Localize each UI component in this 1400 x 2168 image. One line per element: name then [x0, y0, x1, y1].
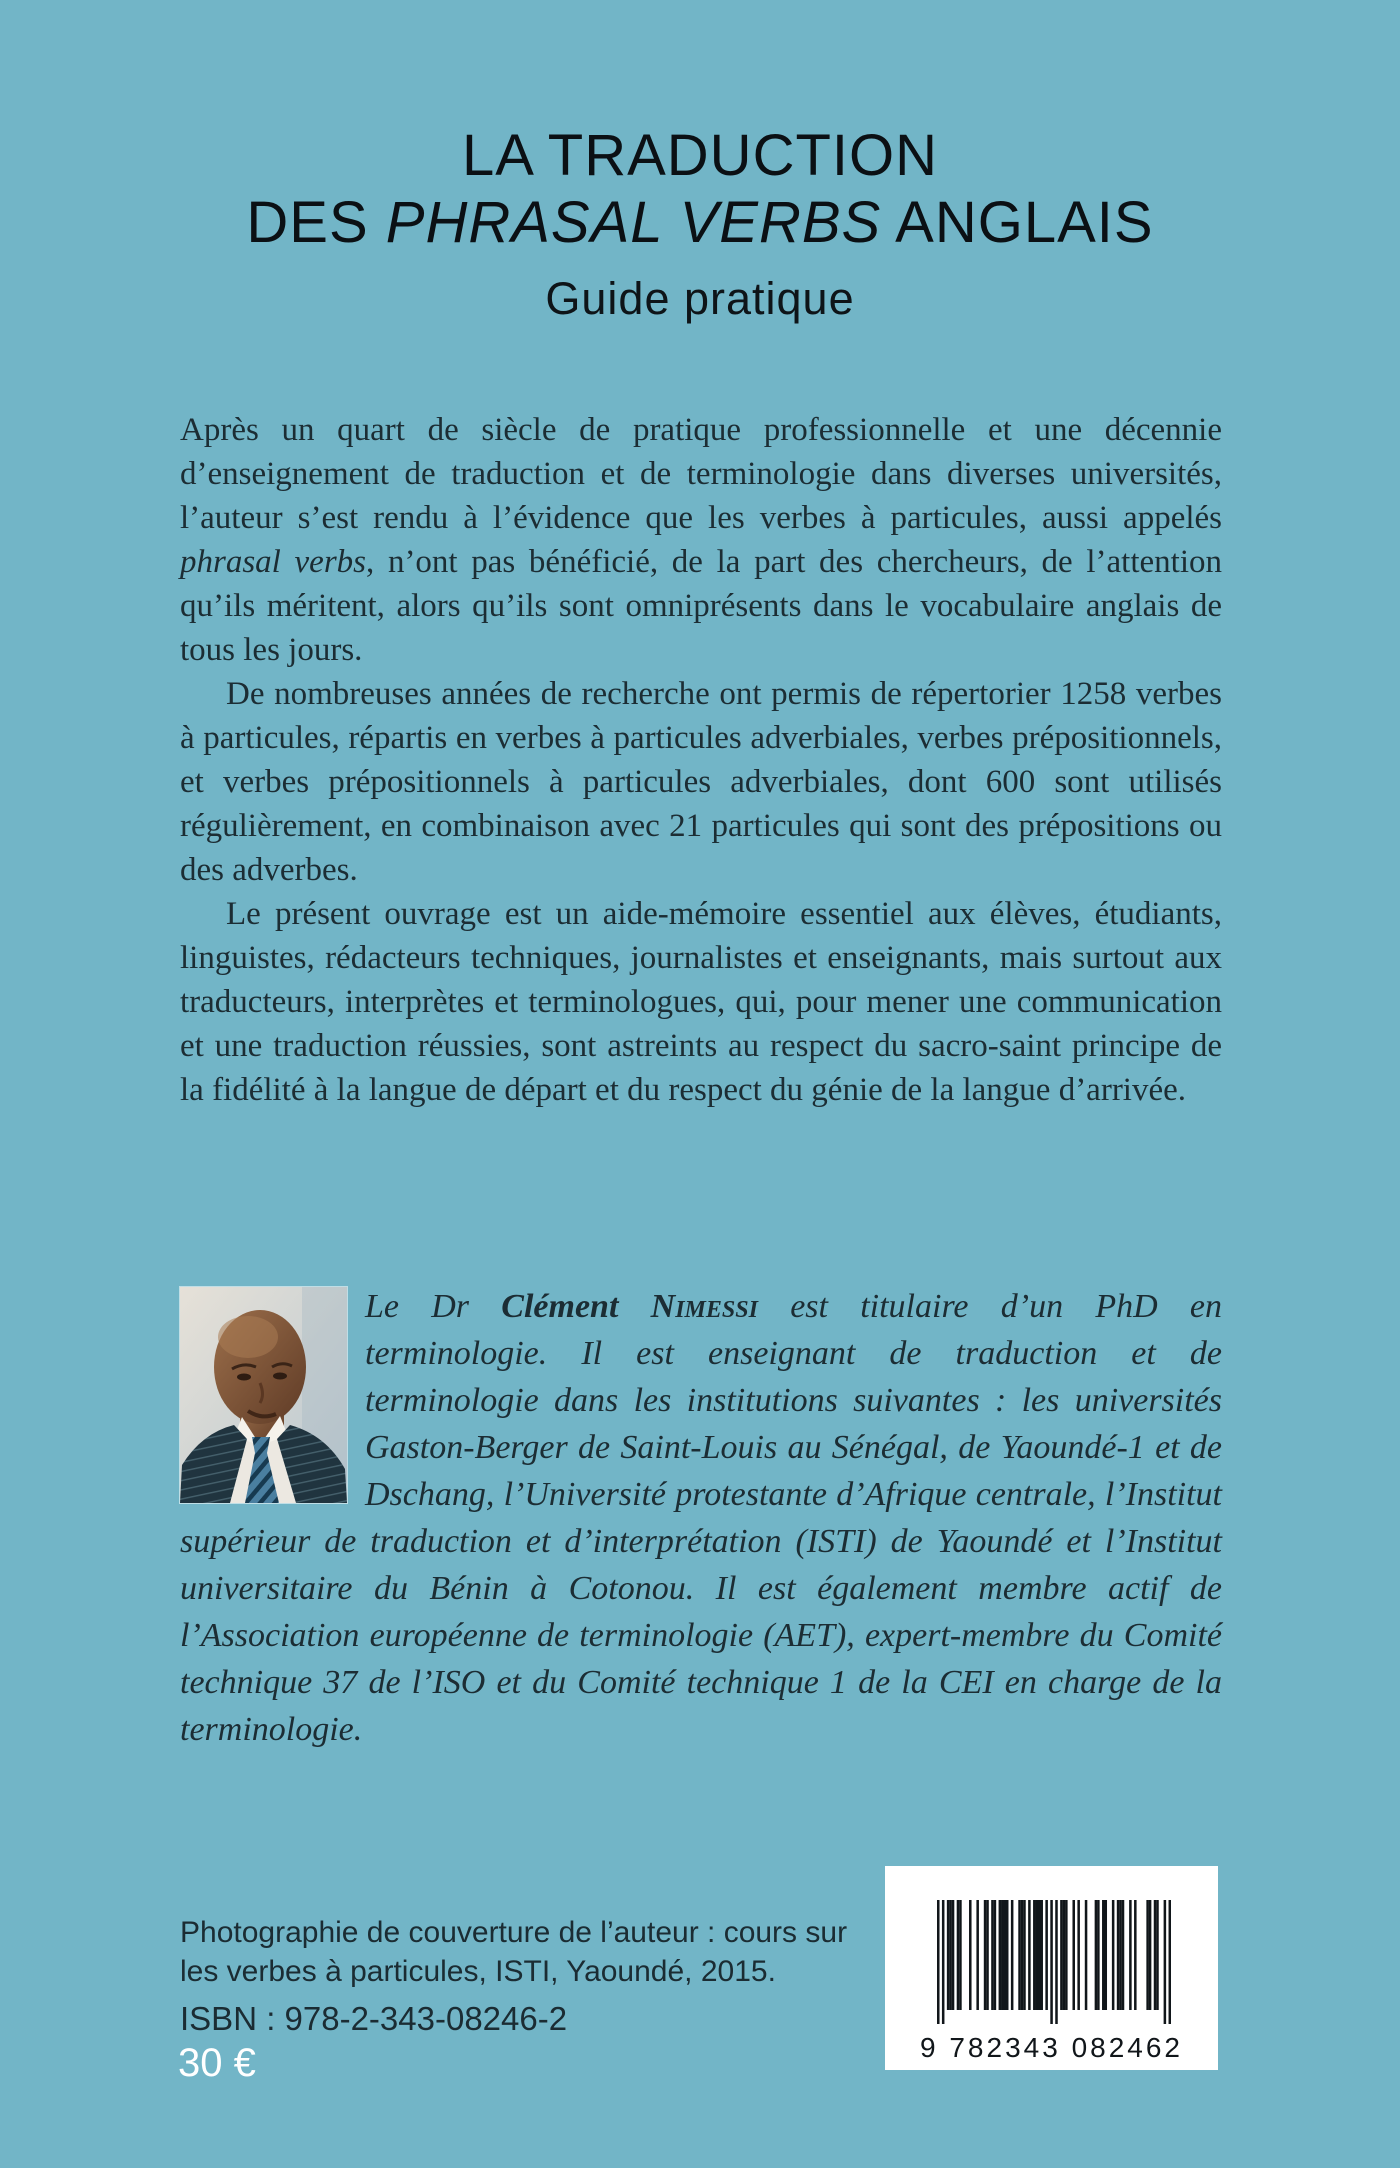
photo-credit-line2: les verbes à particules, ISTI, Yaoundé, 2015. [180, 1955, 776, 1988]
author-photo [180, 1287, 347, 1503]
author-bio-text: Le Dr Clément Nimessi est titulaire d’un PhD en terminologie. Il est enseignant de traduction et de terminologie dans les institutions suivantes : les universités Gaston-Berger de Saint-Louis au Sénégal, de Yaoundé-1 et de Dschang, l’Université protestante d’Afrique centrale, l’Institut supérieur de traduction et d’interprétation (ISTI) de Yaoundé et l’Institut universitaire du Bénin à Cotonou. Il est également membre actif de l’Association européenne de terminologie (AET), expert-membre du Comité technique 37 de l’ISO et du Comité technique 1 de la CEI en charge de la terminologie. [180, 1288, 1222, 1748]
book-subtitle: Guide pratique [545, 273, 855, 324]
author-bio [180, 1283, 1222, 1753]
author-portrait-illustration [180, 1287, 347, 1503]
barcode-bars [937, 1900, 1171, 2024]
book-title-line1: LA TRADUCTION [461, 123, 938, 188]
photo-credit-line1: Photographie de couverture de l’auteur : cours sur [180, 1916, 848, 1949]
synopsis-paragraph-3: Le présent ouvrage est un aide-mémoire essentiel aux élèves, étudiants, linguistes, rédacteurs techniques, journalistes et enseignants, mais surtout aux traducteurs, interprètes et terminologues, qui, pour mener une communication et une traduction réussies, sont astreints au respect du sacro-saint principe de la fidélité à la langue de départ et du respect du génie de la langue d’arrivée. [180, 896, 1222, 1108]
isbn-text: ISBN : 978-2-343-08246-2 [180, 2000, 568, 2037]
synopsis [180, 408, 1222, 1112]
title-block [178, 122, 1222, 324]
synopsis-paragraph-2: De nombreuses années de recherche ont permis de répertorier 1258 verbes à particules, répartis en verbes à particules adverbiales, verbes prépositionnels, et verbes prépositionnels à particules adverbiales, dont 600 sont utilisés régulièrement, en combinaison avec 21 particules qui sont des prépositions ou des adverbes. [180, 676, 1222, 888]
barcode-digits: 9 782343 082462 [920, 2032, 1183, 2063]
book-title-line2: DES PHRASAL VERBS ANGLAIS [246, 190, 1154, 255]
photo-credit [180, 1913, 847, 1991]
book-title [178, 122, 1222, 256]
price-text: 30 € [178, 2041, 256, 2085]
synopsis-paragraph-1: Après un quart de siècle de pratique professionnelle et une décennie d’enseignement de traduction et de terminologie dans diverses universités, l’auteur s’est rendu à l’évidence que les verbes à particules, aussi appelés phrasal verbs, n’ont pas bénéficié, de la part des chercheurs, de l’attention qu’ils méritent, alors qu’ils sont omniprésents dans le vocabulaire anglais de tous les jours. [180, 412, 1222, 668]
barcode [885, 1866, 1218, 2070]
